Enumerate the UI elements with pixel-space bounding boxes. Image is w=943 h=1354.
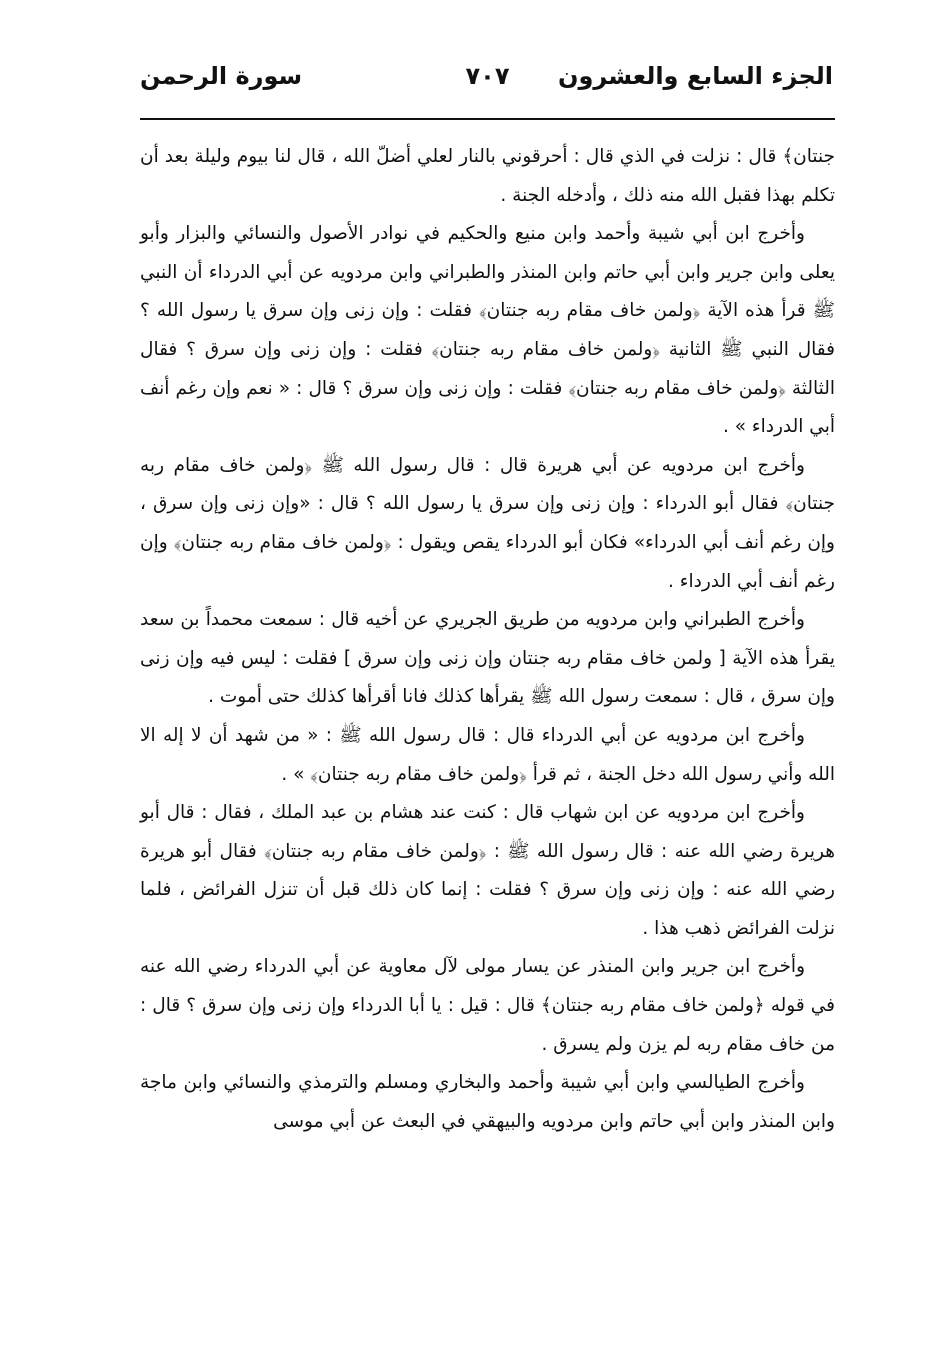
page-body: [140, 138, 835, 1141]
paragraph-6: وأخرج ابن مردويه عن ابن شهاب قال : كنت عند هشام بن عبد الملك ، فقال : قال أبو هريرة رضي الله عنه : قال رسول الله ﷺ : ﴿ولمن خاف مقام ربه جنتان﴾ فقال أبو هريرة رضي الله عنه : وإن زنى وإن سرق ؟ فقلت : إنما كان ذلك قبل أن تنزل الفرائض ، فلما نزلت الفرائض ذهب هذا .: [140, 802, 835, 939]
running-header: [140, 56, 835, 96]
paragraph-1: جنتان﴾ قال : نزلت في الذي قال : أحرقوني بالنار لعلي أضلّ الله ، قال لنا بيوم وليلة بعد أن تكلم بهذا فقبل الله منه ذلك ، وأدخله الجنة .: [140, 146, 835, 206]
paragraph-3: وأخرج ابن مردويه عن أبي هريرة قال : قال رسول الله ﷺ ﴿ولمن خاف مقام ربه جنتان﴾ فقال أبو الدرداء : وإن زنى وإن سرق يا رسول الله ؟ قال : «وإن زنى وإن سرق ، وإن رغم أنف أبي الدرداء» فكان أبو الدرداء يقص ويقول : ﴿ولمن خاف مقام ربه جنتان﴾ وإن رغم أنف أبي الدرداء .: [140, 454, 835, 592]
paragraph-8: وأخرج الطيالسي وابن أبي شيبة وأحمد والبخاري ومسلم والترمذي والنسائي وابن ماجة وابن المنذر وابن أبي حاتم وابن مردويه والبيهقي في البعث عن أبي موسى: [140, 1072, 835, 1132]
paragraph-4: وأخرج الطبراني وابن مردويه من طريق الجريري عن أخيه قال : سمعت محمداً بن سعد يقرأ هذه الآية [ ولمن خاف مقام ربه جنتان وإن زنى وإن سرق ] فقلت : ليس فيه وإن زنى وإن سرق ، قال : سمعت رسول الله ﷺ يقرأها كذلك فانا أقرأها كذلك حتى أموت .: [140, 609, 835, 708]
page-number: ٧٠٧: [465, 62, 510, 90]
book-page: [140, 56, 835, 1306]
part-title: الجزء السابع والعشرون: [558, 62, 833, 90]
paragraph-5: وأخرج ابن مردويه عن أبي الدرداء قال : قال رسول الله ﷺ : « من شهد أن لا إله الا الله وأني رسول الله دخل الجنة ، ثم قرأ ﴿ولمن خاف مقام ربه جنتان﴾ » .: [140, 724, 835, 785]
paragraph-7: وأخرج ابن جرير وابن المنذر عن يسار مولى لآل معاوية عن أبي الدرداء رضي الله عنه في قوله ﴿ولمن خاف مقام ربه جنتان﴾ قال : قيل : يا أبا الدرداء وإن زنى وإن سرق ؟ قال : من خاف مقام ربه لم يزن ولم يسرق .: [140, 956, 835, 1055]
paragraph-2: وأخرج ابن أبي شيبة وأحمد وابن منيع والحكيم في نوادر الأصول والنسائي والبزار وأبو يعلى وابن جرير وابن أبي حاتم وابن المنذر والطبراني وابن مردويه عن أبي الدرداء أن النبي ﷺ قرأ هذه الآية ﴿ولمن خاف مقام ربه جنتان﴾ فقلت : وإن زنى وإن سرق يا رسول الله ؟ فقال النبي ﷺ الثانية ﴿ولمن خاف مقام ربه جنتان﴾ فقلت : وإن زنى وإن سرق ؟ فقال الثالثة ﴿ولمن خاف مقام ربه جنتان﴾ فقلت : وإن زنى وإن سرق ؟ قال : « نعم وإن رغم أنف أبي الدرداء » .: [140, 223, 835, 438]
surah-title: سورة الرحمن: [140, 62, 303, 90]
header-rule: [140, 118, 835, 120]
